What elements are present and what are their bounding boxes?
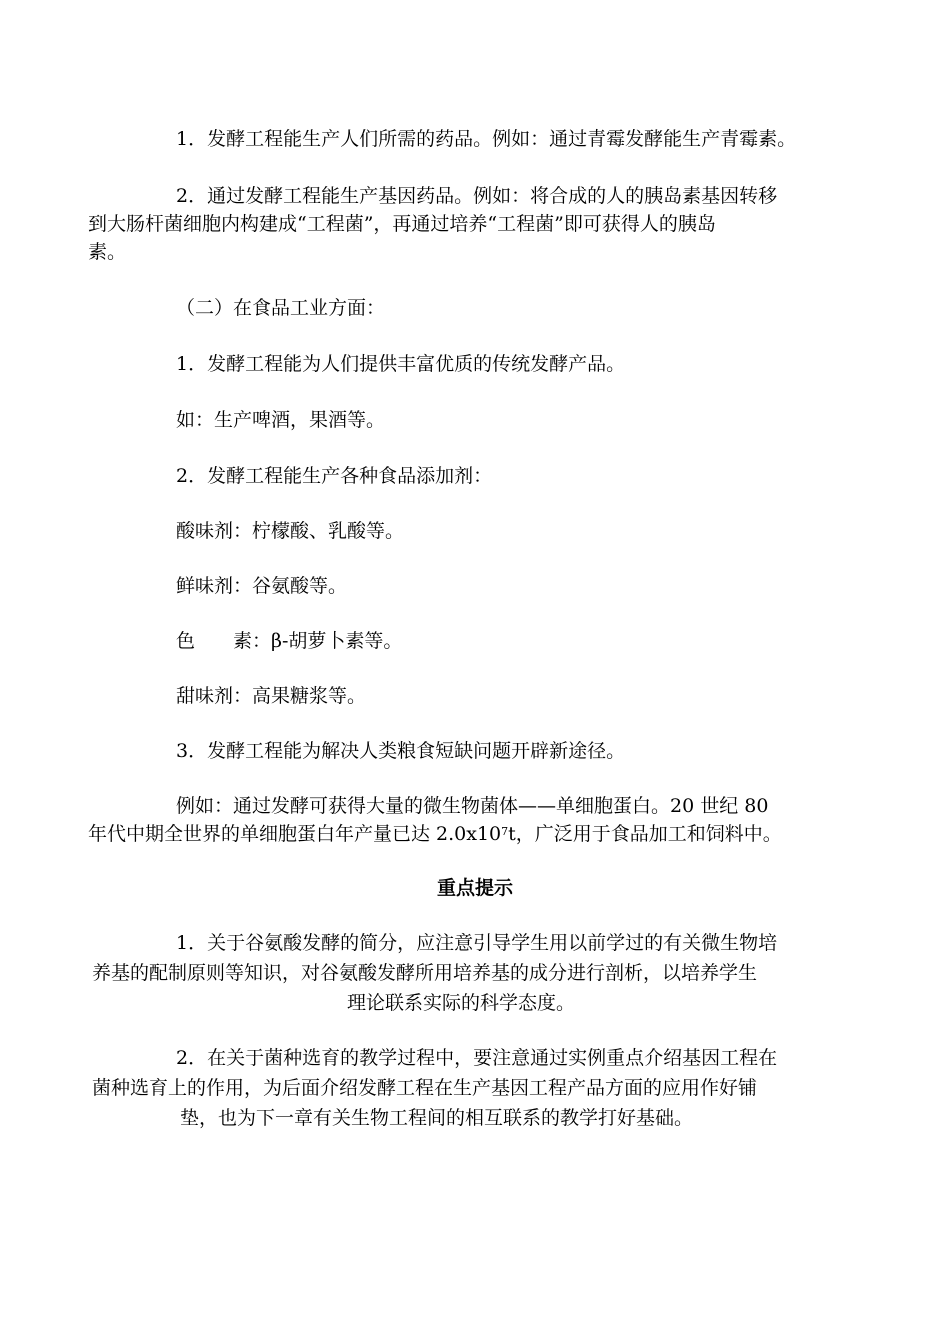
scp-example-exponent: 7 [501, 825, 509, 838]
scp-example-line-1: 例如：通过发酵可获得大量的微生物菌体——单细胞蛋白。20 世纪 80 [176, 795, 769, 817]
additive-colorant: 色 素：β-胡萝卜素等。 [176, 630, 403, 652]
key-points-heading: 重点提示 [436, 877, 513, 899]
scp-example-line-2 [88, 822, 782, 846]
key-point-2-line-2: 菌种选育上的作用，为后面介绍发酵工程在生产基因工程产品方面的应用作好铺 [92, 1077, 758, 1099]
food-section-title: （二）在食品工业方面： [176, 297, 386, 319]
additive-acidulant: 酸味剂：柠檬酸、乳酸等。 [176, 520, 405, 542]
scp-example-line-2-before: 年代中期全世界的单细胞蛋白年产量已达 2.0x10 [88, 823, 502, 845]
key-point-1-line-2: 养基的配制原则等知识，对谷氨酸发酵所用培养基的成分进行剖析，以培养学生 [92, 962, 758, 984]
medicine-item-2-line-2: 到大肠杆菌细胞内构建成“工程菌”，再通过培养“工程菌”即可获得人的胰岛 [88, 213, 716, 235]
key-point-2-line-3: 垫，也为下一章有关生物工程间的相互联系的教学打好基础。 [180, 1107, 694, 1129]
key-point-2-line-1: 2．在关于菌种选育的教学过程中，要注意通过实例重点介绍基因工程在 [176, 1047, 778, 1069]
key-point-1-line-3: 理论联系实际的科学态度。 [347, 992, 576, 1014]
additive-flavor-enhancer: 鲜味剂：谷氨酸等。 [176, 575, 348, 597]
medicine-item-2-line-1: 2．通过发酵工程能生产基因药品。例如：将合成的人的胰岛素基因转移 [176, 185, 778, 207]
food-item-1: 1．发酵工程能为人们提供丰富优质的传统发酵产品。 [176, 353, 626, 375]
key-point-1-line-1: 1．关于谷氨酸发酵的简分，应注意引导学生用以前学过的有关微生物培 [176, 932, 778, 954]
food-item-2: 2．发酵工程能生产各种食品添加剂： [176, 465, 493, 487]
scp-example-line-2-after: t，广泛用于食品加工和饲料中。 [508, 823, 782, 845]
medicine-item-1: 1．发酵工程能生产人们所需的药品。例如：通过青霉发酵能生产青霉素。 [176, 128, 797, 150]
food-item-3: 3．发酵工程能为解决人类粮食短缺问题开辟新途径。 [176, 740, 626, 762]
medicine-item-2-line-3: 素。 [88, 241, 127, 263]
additive-sweetener: 甜味剂：高果糖浆等。 [176, 685, 367, 707]
food-item-1-example: 如：生产啤酒，果酒等。 [176, 409, 386, 431]
